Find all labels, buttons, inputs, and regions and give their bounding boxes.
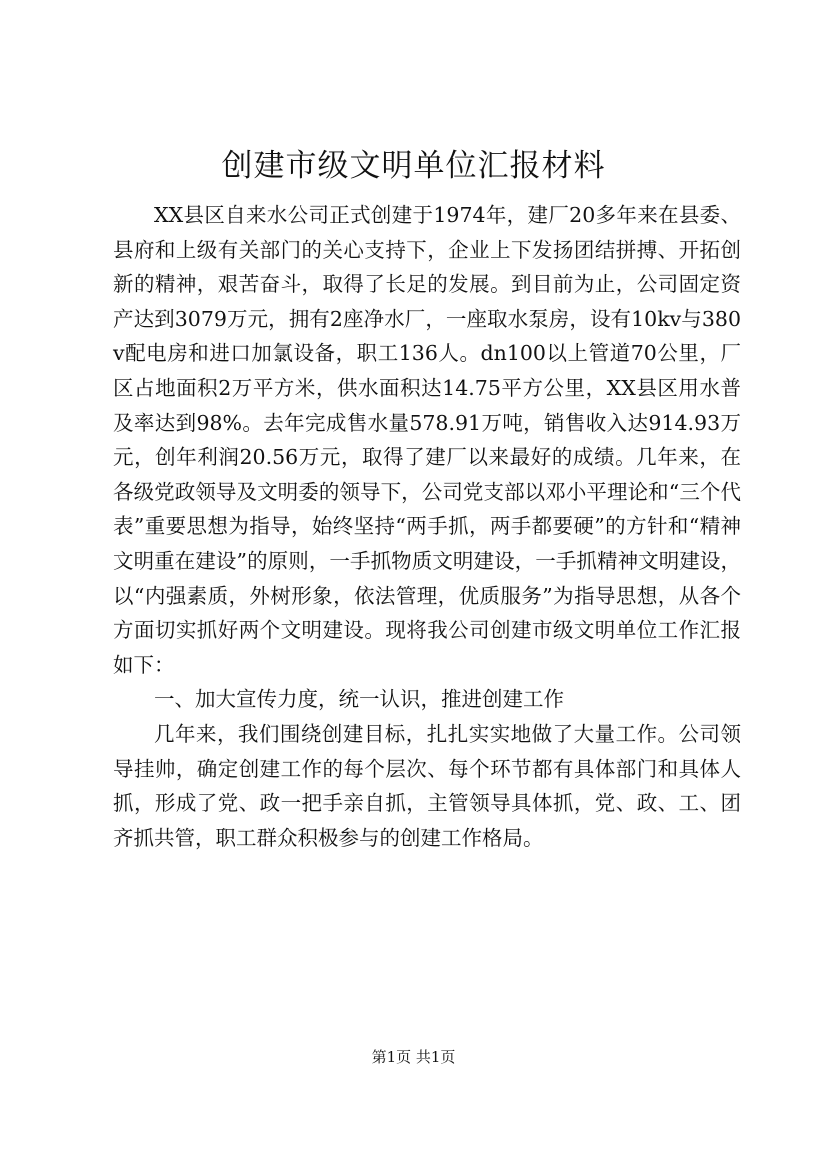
- page-footer: 第1页 共1页: [371, 1048, 456, 1066]
- document-title: 创建市级文明单位汇报材料: [221, 148, 606, 184]
- document-body: [113, 198, 741, 855]
- body-paragraph-intro: XX县区自来水公司正式创建于1974年，建厂20多年来在县委、县府和上级有关部门的关心支持下，企业上下发扬团结拼搏、开拓创新的精神，艰苦奋斗，取得了长足的发展。到目前为止，公司固定资产达到3079万元，拥有2座净水厂，一座取水泵房，设有10kv与380v配电房和进口加氯设备，职工136人。dn100以上管道70公里，厂区占地面积2万平方米，供水面积达14.75平方公里，XX县区用水普及率达到98%。去年完成售水量578.91万吨，销售收入达914.93万元，创年利润20.56万元，取得了建厂以来最好的成绩。几年来，在各级党政领导及文明委的领导下，公司党支部以邓小平理论和“三个代表”重要思想为指导，始终坚持“两手抓，两手都要硬”的方针和“精神文明重在建设”的原则，一手抓物质文明建设，一手抓精神文明建设，以“内强素质，外树形象，依法管理，优质服务”为指导思想，从各个方面切实抓好两个文明建设。现将我公司创建市级文明单位工作汇报如下：: [113, 203, 741, 677]
- section-heading: 一、加大宣传力度，统一认识，推进创建工作: [154, 687, 564, 712]
- body-paragraph-section-1: 几年来，我们围绕创建目标，扎扎实实地做了大量工作。公司领导挂帅，确定创建工作的每个层次、每个环节都有具体部门和具体人抓，形成了党、政一把手亲自抓，主管领导具体抓，党、政、工、团齐抓共管，职工群众积极参与的创建工作格局。: [113, 721, 741, 850]
